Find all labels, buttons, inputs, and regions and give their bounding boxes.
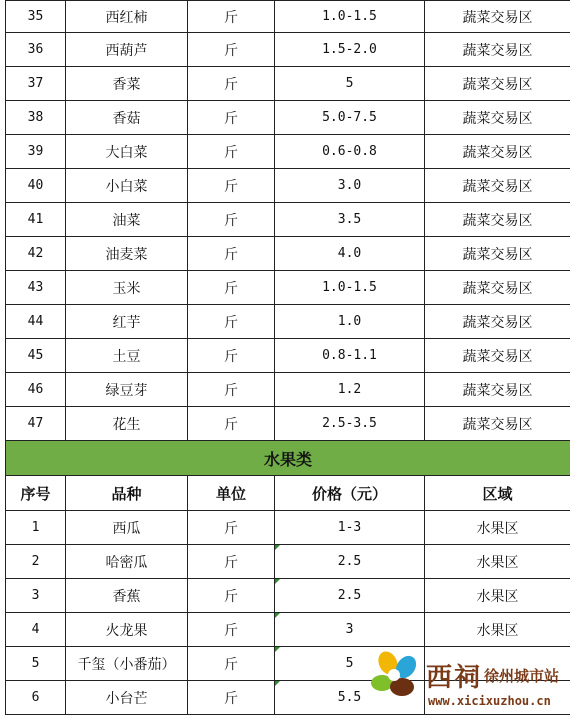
row-unit: 斤 [188,67,275,101]
row-item-name: 油麦菜 [66,237,188,271]
row-unit: 斤 [188,545,275,579]
row-price: 0.6-0.8 [275,135,425,169]
row-number: 37 [6,67,66,101]
header-area: 区域 [425,476,570,511]
row-price: 1.5-2.0 [275,33,425,67]
row-unit: 斤 [188,1,275,33]
row-area: 蔬菜交易区 [425,237,570,271]
row-number: 43 [6,271,66,305]
row-area: 蔬菜交易区 [425,135,570,169]
row-area: 蔬菜交易区 [425,203,570,237]
row-price: 0.8-1.1 [275,339,425,373]
row-price: 1.0-1.5 [275,271,425,305]
row-area: 水果区 [425,613,570,647]
row-price: 5.5 [275,681,425,715]
row-price: 3.0 [275,169,425,203]
row-item-name: 西瓜 [66,511,188,545]
row-number: 47 [6,407,66,441]
row-area: 蔬菜交易区 [425,305,570,339]
row-number: 45 [6,339,66,373]
row-price: 3 [275,613,425,647]
row-item-name: 小台芒 [66,681,188,715]
row-area: 蔬菜交易区 [425,339,570,373]
row-item-name: 哈密瓜 [66,545,188,579]
row-number: 35 [6,1,66,33]
row-item-name: 香蕉 [66,579,188,613]
row-price: 1.0 [275,305,425,339]
row-area: 水果区 [425,579,570,613]
row-item-name: 玉米 [66,271,188,305]
row-unit: 斤 [188,135,275,169]
row-item-name: 红芋 [66,305,188,339]
row-area: 蔬菜交易区 [425,1,570,33]
row-number: 6 [6,681,66,715]
row-number: 46 [6,373,66,407]
row-unit: 斤 [188,681,275,715]
row-item-name: 绿豆芽 [66,373,188,407]
row-item-name: 香菇 [66,101,188,135]
row-area: 蔬菜交易区 [425,373,570,407]
row-unit: 斤 [188,613,275,647]
row-unit: 斤 [188,647,275,681]
table-row [6,339,570,373]
row-price: 1.0-1.5 [275,1,425,33]
table-row [6,1,570,33]
row-price: 2.5 [275,579,425,613]
table-row [6,373,570,407]
row-item-name: 大白菜 [66,135,188,169]
row-area: 蔬菜交易区 [425,33,570,67]
row-item-name: 花生 [66,407,188,441]
row-area: 蔬菜交易区 [425,169,570,203]
row-area: 蔬菜交易区 [425,271,570,305]
row-number: 40 [6,169,66,203]
row-area: 水果区 [425,511,570,545]
row-unit: 斤 [188,511,275,545]
row-price: 2.5 [275,545,425,579]
row-number: 38 [6,101,66,135]
site-watermark [366,645,570,713]
table-row [6,579,570,613]
row-price: 5 [275,67,425,101]
row-item-name: 香菜 [66,67,188,101]
row-number: 1 [6,511,66,545]
row-item-name: 千玺（小番茄） [66,647,188,681]
table-row [6,271,570,305]
header-price: 价格（元） [275,476,425,511]
table-row [6,33,570,67]
watermark-url: www.xicixuzhou.cn [428,694,551,708]
header-no: 序号 [6,476,66,511]
row-number: 36 [6,33,66,67]
table-row [6,203,570,237]
row-unit: 斤 [188,407,275,441]
row-price: 3.5 [275,203,425,237]
row-unit: 斤 [188,373,275,407]
row-item-name: 油菜 [66,203,188,237]
header-unit: 单位 [188,476,275,511]
row-item-name: 西葫芦 [66,33,188,67]
row-price: 1.2 [275,373,425,407]
table-row [6,545,570,579]
fruit-category-row [6,441,570,476]
row-price: 5 [275,647,425,681]
table-row [6,135,570,169]
row-area: 蔬菜交易区 [425,407,570,441]
row-price: 5.0-7.5 [275,101,425,135]
vegetable-rows [6,1,570,441]
row-unit: 斤 [188,203,275,237]
table-row [6,511,570,545]
row-unit: 斤 [188,169,275,203]
row-price: 1-3 [275,511,425,545]
fruit-category-title: 水果类 [6,441,570,476]
table-row [6,67,570,101]
fruit-header-row [6,476,570,511]
row-number: 3 [6,579,66,613]
table-row [6,169,570,203]
row-item-name: 火龙果 [66,613,188,647]
row-unit: 斤 [188,271,275,305]
row-unit: 斤 [188,101,275,135]
table-row [6,305,570,339]
watermark-city: 徐州城市站 [484,665,559,686]
table-row [6,101,570,135]
row-unit: 斤 [188,305,275,339]
header-name: 品种 [66,476,188,511]
table-row [6,237,570,271]
price-table [5,0,570,715]
row-item-name: 小白菜 [66,169,188,203]
row-number: 5 [6,647,66,681]
row-price: 4.0 [275,237,425,271]
table-row [6,407,570,441]
row-unit: 斤 [188,339,275,373]
row-unit: 斤 [188,237,275,271]
row-number: 44 [6,305,66,339]
row-number: 41 [6,203,66,237]
row-number: 2 [6,545,66,579]
table-row [6,613,570,647]
row-area: 水果区 [425,545,570,579]
row-area: 蔬菜交易区 [425,101,570,135]
row-number: 4 [6,613,66,647]
row-number: 42 [6,237,66,271]
flower-logo-icon [366,647,424,705]
watermark-logo: 西祠 [426,657,482,694]
row-unit: 斤 [188,33,275,67]
row-price: 2.5-3.5 [275,407,425,441]
row-item-name: 西红柿 [66,1,188,33]
row-number: 39 [6,135,66,169]
row-unit: 斤 [188,579,275,613]
row-area: 蔬菜交易区 [425,67,570,101]
row-item-name: 土豆 [66,339,188,373]
fruit-section [6,441,570,511]
